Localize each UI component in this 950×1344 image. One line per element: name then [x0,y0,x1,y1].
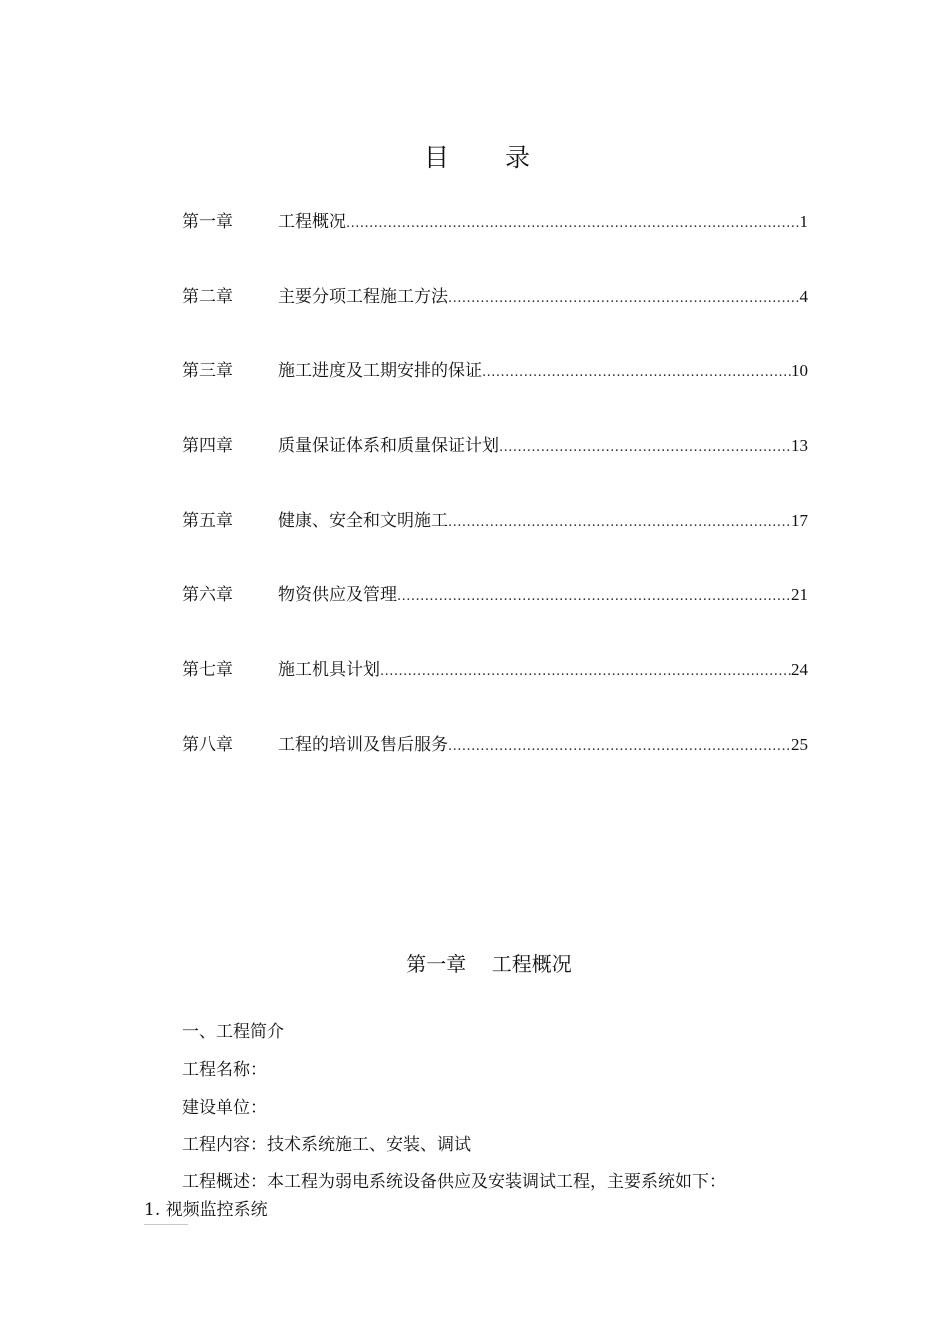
toc-chapter-label: 第八章 [182,734,233,755]
toc-chapter-label: 第六章 [182,585,233,606]
toc-entry[interactable] [182,354,808,429]
toc-page-number: 10 [791,361,808,381]
toc-dot-leader [482,356,791,390]
toc-entry[interactable] [182,504,808,579]
toc-dot-leader [397,580,791,614]
toc-page-number: 25 [791,734,808,754]
toc-chapter-label: 第四章 [182,436,233,457]
toc-entry-title: 主要分项工程施工方法 [278,286,448,307]
chapter-heading: 第一章 工程概况 [406,952,572,976]
toc-page-number: 4 [799,286,808,306]
toc-chapter-label: 第一章 [182,212,233,232]
toc-dot-leader [499,431,791,465]
toc-entry[interactable] [182,429,808,504]
toc-page-number: 17 [791,510,808,530]
toc-entry[interactable] [182,205,808,280]
toc-page-number: 13 [791,436,808,456]
toc-dot-leader [380,655,791,689]
toc-entry-title: 物资供应及管理 [278,585,397,606]
toc-entry[interactable] [182,728,808,803]
toc-entry[interactable] [182,653,808,728]
client-line: 建设单位： [182,1098,267,1118]
toc-page-number: 21 [791,585,808,605]
toc-entry-title: 施工机具计划 [278,660,380,681]
toc-chapter-label: 第二章 [182,286,233,307]
toc-entry-title: 质量保证体系和质量保证计划 [278,436,499,457]
toc-entry-title: 施工进度及工期安排的保证 [278,361,482,382]
toc-chapter-label: 第五章 [182,510,233,531]
toc-list [182,205,808,803]
toc-dot-leader [346,207,800,241]
list-item: 1. 视频监控系统 [144,1200,268,1220]
toc-entry[interactable] [182,280,808,355]
toc-dot-leader [448,282,800,316]
toc-entry[interactable] [182,578,808,653]
toc-page-number: 24 [791,660,808,680]
toc-entry-title: 工程的培训及售后服务 [278,734,448,755]
project-overview-line: 工程概述：本工程为弱电系统设备供应及安装调试工程，主要系统如下： [182,1172,726,1192]
footnote-divider [144,1224,188,1226]
toc-chapter-label: 第三章 [182,361,233,382]
toc-entry-title: 健康、安全和文明施工 [278,510,448,531]
project-name-line: 工程名称： [182,1060,267,1080]
toc-dot-leader [448,730,791,764]
section-title: 一、工程简介 [182,1022,284,1042]
toc-entry-title: 工程概况 [278,212,346,232]
toc-dot-leader [448,506,791,540]
toc-chapter-label: 第七章 [182,660,233,681]
toc-page-number: 1 [799,212,808,231]
toc-title: 目 录 [424,143,554,172]
project-content-line: 工程内容：技术系统施工、安装、调试 [182,1135,471,1155]
